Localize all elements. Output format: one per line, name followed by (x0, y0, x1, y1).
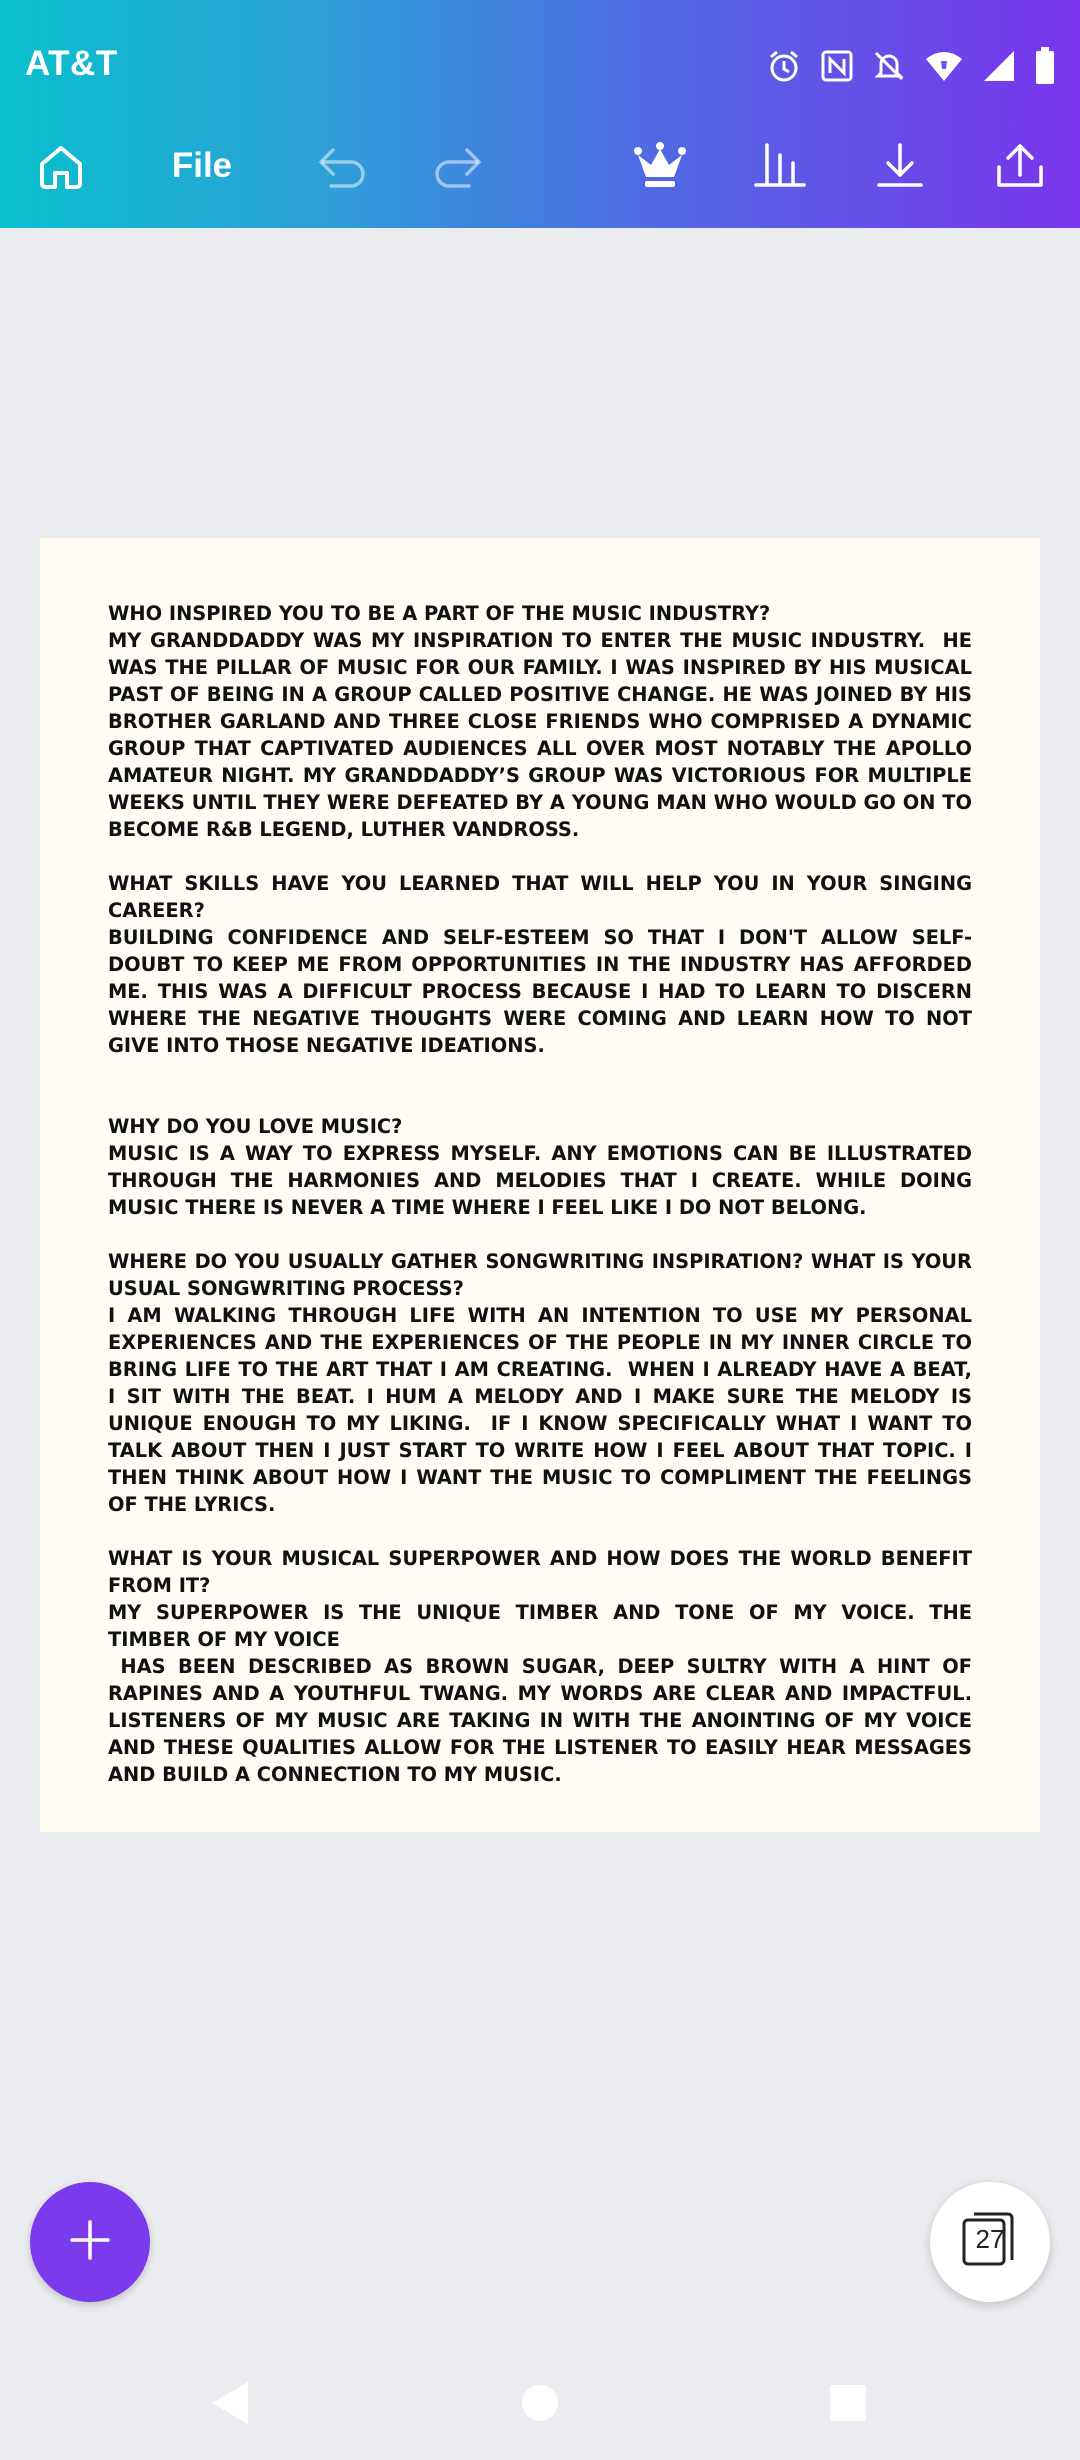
home-nav-button[interactable] (510, 2380, 570, 2430)
system-nav-bar (0, 2350, 1080, 2460)
mute-icon (872, 49, 906, 83)
top-app-bar (0, 0, 1080, 228)
signal-icon (982, 49, 1016, 83)
battery-icon (1034, 47, 1056, 85)
insights-button[interactable] (746, 130, 814, 202)
editor-toolbar (0, 130, 1080, 202)
share-icon (994, 141, 1046, 191)
file-label: File (171, 146, 233, 185)
answer-paragraph: BUILDING CONFIDENCE AND SELF-ESTEEM SO THAT I DON'T ALLOW SELF-DOUBT TO KEEP ME FROM OPPORTUNITIES IN THE INDUSTRY HAS AFFORDED ME. THIS WAS A DIFFICULT PROCESS BECAUSE I HAD TO LEARN TO DISCERN WHERE THE NEGATIVE THOUGHTS WERE COMING AND LEARN HOW TO NOT GIVE INTO THOSE NEGATIVE IDEATIONS. (108, 926, 979, 1057)
home-icon (35, 140, 87, 192)
share-button[interactable] (986, 130, 1054, 202)
status-icons (766, 46, 1056, 86)
redo-button[interactable] (426, 130, 490, 202)
question-heading: WHAT SKILLS HAVE YOU LEARNED THAT WILL HELP YOU IN YOUR SINGING CAREER? (108, 872, 979, 922)
undo-icon (315, 144, 369, 188)
answer-paragraph: MY GRANDDADDY WAS MY INSPIRATION TO ENTER THE MUSIC INDUSTRY. HE WAS THE PILLAR OF MUSIC FOR OUR FAMILY. I WAS INSPIRED BY HIS MUSICAL PAST OF BEING IN A GROUP CALLED POSITIVE CHANGE. HE WAS JOINED BY HIS BROTHER GARLAND AND THREE CLOSE FRIENDS WHO COMPRISED A DYNAMIC GROUP THAT CAPTIVATED AUDIENCES ALL OVER MOST NOTABLY THE APOLLO AMATEUR NIGHT. MY GRANDDADDY’S GROUP WAS VICTORIOUS FOR MULTIPLE WEEKS UNTIL THEY WERE DEFEATED BY A YOUNG MAN WHO WOULD GO ON TO BECOME R&B LEGEND, LUTHER VANDROSS. (108, 629, 979, 841)
recents-button[interactable] (818, 2380, 878, 2430)
premium-button[interactable] (626, 130, 694, 202)
chart-icon (753, 141, 807, 191)
question-heading: WHY DO YOU LOVE MUSIC? (108, 1115, 403, 1138)
alarm-icon (766, 48, 802, 84)
answer-paragraph: MY SUPERPOWER IS THE UNIQUE TIMBER AND TONE OF MY VOICE. THE TIMBER OF MY VOICE (108, 1601, 979, 1651)
document-text[interactable] (108, 600, 979, 1788)
document-page[interactable] (40, 538, 1040, 1832)
redo-icon (431, 144, 485, 188)
pages-button[interactable] (930, 2182, 1050, 2302)
answer-paragraph: HAS BEEN DESCRIBED AS BROWN SUGAR, DEEP SULTRY WITH A HINT OF RAPINES AND A YOUTHFUL TWANG. MY WORDS ARE CLEAR AND IMPACTFUL. LISTENERS OF MY MUSIC ARE TAKING IN WITH THE ANOINTING OF MY VOICE AND THESE QUALITIES ALLOW FOR THE LISTENER TO EASILY HEAR MESSAGES AND BUILD A CONNECTION TO MY MUSIC. (108, 1655, 979, 1786)
download-icon (874, 141, 926, 191)
wifi-icon (924, 49, 964, 83)
home-button[interactable] (26, 130, 96, 202)
home-circle-icon (520, 2383, 560, 2427)
back-button[interactable] (200, 2380, 260, 2430)
question-heading: WHERE DO YOU USUALLY GATHER SONGWRITING INSPIRATION? WHAT IS YOUR USUAL SONGWRITING PROCESS? (108, 1250, 979, 1300)
back-icon (208, 2380, 252, 2430)
recents-icon (828, 2383, 868, 2427)
file-menu-button[interactable] (160, 130, 244, 202)
download-button[interactable] (866, 130, 934, 202)
carrier-name: AT&T (25, 44, 118, 83)
page-count: 27 (975, 2224, 1005, 2254)
answer-paragraph: I AM WALKING THROUGH LIFE WITH AN INTENTION TO USE MY PERSONAL EXPERIENCES AND THE EXPERIENCES OF THE PEOPLE IN MY INNER CIRCLE TO BRING LIFE TO THE ART THAT I AM CREATING. WHEN I ALREADY HAVE A BEAT, I SIT WITH THE BEAT. I HUM A MELODY AND I MAKE SURE THE MELODY IS UNIQUE ENOUGH TO MY LIKING. IF I KNOW SPECIFICALLY WHAT I WANT TO TALK ABOUT THEN I JUST START TO WRITE HOW I FEEL ABOUT THAT TOPIC. I THEN THINK ABOUT HOW I WANT THE MUSIC TO COMPLIMENT THE FEELINGS OF THE LYRICS. (108, 1304, 979, 1516)
question-heading: WHAT IS YOUR MUSICAL SUPERPOWER AND HOW DOES THE WORLD BENEFIT FROM IT? (108, 1547, 979, 1597)
undo-button[interactable] (310, 130, 374, 202)
question-heading: WHO INSPIRED YOU TO BE A PART OF THE MUSIC INDUSTRY? (108, 602, 771, 625)
crown-icon (632, 141, 688, 191)
nfc-icon (820, 49, 854, 83)
add-element-button[interactable] (30, 2182, 150, 2302)
answer-paragraph: MUSIC IS A WAY TO EXPRESS MYSELF. ANY EMOTIONS CAN BE ILLUSTRATED THROUGH THE HARMONIES AND MELODIES THAT I CREATE. WHILE DOING MUSIC THERE IS NEVER A TIME WHERE I FEEL LIKE I DO NOT BELONG. (108, 1142, 979, 1219)
plus-icon (68, 2218, 112, 2266)
